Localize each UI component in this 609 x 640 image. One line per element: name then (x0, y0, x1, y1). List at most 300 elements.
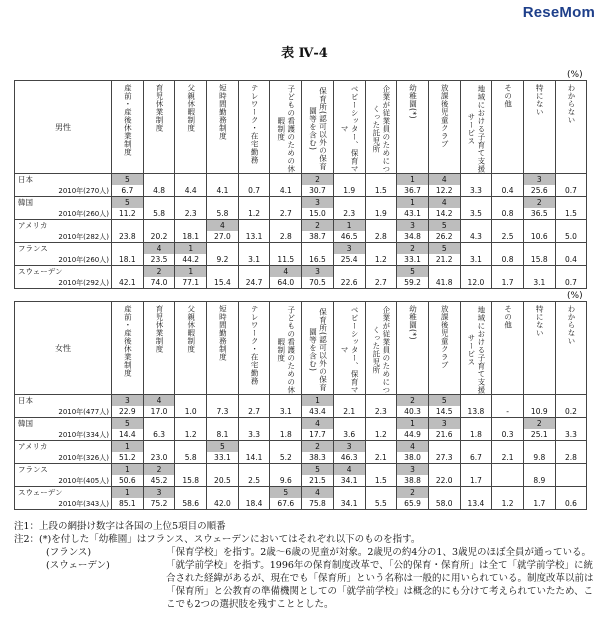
value-cell: 58.6 (175, 498, 207, 510)
rank-cell (175, 220, 207, 232)
rank-cell (238, 243, 270, 255)
rank-cell (365, 220, 397, 232)
value-cell: 4.3 (460, 231, 492, 243)
rank-cell: 3 (333, 441, 365, 453)
value-cell: 0.4 (492, 185, 524, 197)
column-header-label: ベビーシッター、保育ママ (340, 84, 360, 173)
column-header-label: わからない (566, 305, 576, 345)
rank-cell (112, 220, 144, 232)
column-header-label: 子どもの看護のための休暇制度 (276, 84, 296, 173)
rank-cell (555, 395, 587, 407)
column-header (428, 81, 460, 174)
column-header-label: テレワーク・在宅勤務 (250, 305, 260, 385)
rank-cell (207, 197, 239, 209)
value-cell: 0.3 (492, 429, 524, 441)
column-header-label: 育児休業制度 (155, 84, 165, 132)
value-cell: 18.4 (238, 498, 270, 510)
column-header-label: 企業が従業員のためにつくった託児所 (371, 305, 391, 394)
rank-cell: 4 (302, 487, 334, 499)
value-cell: 38.0 (397, 452, 429, 464)
rank-cell (460, 243, 492, 255)
value-row (15, 208, 587, 220)
value-cell: 1.2 (365, 254, 397, 266)
value-cell: 6.7 (112, 185, 144, 197)
note-sweden (14, 559, 599, 611)
value-cell: - (492, 406, 524, 418)
value-cell: 1.9 (365, 208, 397, 220)
rank-cell (175, 487, 207, 499)
rank-cell: 5 (207, 441, 239, 453)
rank-row (15, 395, 587, 407)
value-cell: 21.6 (428, 429, 460, 441)
rank-cell (207, 418, 239, 430)
value-cell: 16.5 (302, 254, 334, 266)
value-cell: 2.3 (333, 208, 365, 220)
rank-cell (555, 220, 587, 232)
value-cell: 5.8 (175, 452, 207, 464)
value-cell: 22.9 (112, 406, 144, 418)
rank-cell (333, 395, 365, 407)
column-header (365, 81, 397, 174)
rank-cell (555, 464, 587, 476)
value-cell (555, 475, 587, 487)
rank-cell (143, 441, 175, 453)
rank-cell (523, 266, 555, 278)
value-cell: 42.1 (112, 277, 144, 289)
column-header-label: 地域における子育て支援サービス (466, 84, 486, 173)
rank-cell (492, 418, 524, 430)
country-name: スウェーデン (15, 266, 112, 278)
value-cell: 3.1 (523, 277, 555, 289)
value-cell: 23.0 (143, 452, 175, 464)
value-cell: 2.3 (175, 208, 207, 220)
value-cell: 1.0 (175, 406, 207, 418)
rank-cell (238, 487, 270, 499)
rank-cell (365, 441, 397, 453)
rank-cell (333, 487, 365, 499)
rank-cell (238, 220, 270, 232)
column-header-label: 父親休暇制度 (186, 84, 196, 132)
rank-cell: 4 (397, 441, 429, 453)
value-cell: 40.3 (397, 406, 429, 418)
rank-cell (365, 418, 397, 430)
rank-row (15, 418, 587, 430)
rank-cell: 3 (333, 243, 365, 255)
column-header (555, 302, 587, 395)
value-cell: 9.6 (270, 475, 302, 487)
value-cell: 2.5 (238, 475, 270, 487)
country-name: フランス (15, 464, 112, 476)
column-header-label: 特にない (535, 84, 545, 116)
rank-cell (207, 266, 239, 278)
value-cell: 7.3 (207, 406, 239, 418)
rank-cell (238, 418, 270, 430)
value-cell: 5.5 (365, 498, 397, 510)
header-row (15, 81, 587, 174)
rank-cell: 5 (428, 395, 460, 407)
value-cell: 0.6 (555, 498, 587, 510)
value-cell: 2.1 (333, 406, 365, 418)
column-header (492, 81, 524, 174)
rank-cell (238, 266, 270, 278)
value-cell: 25.6 (523, 185, 555, 197)
rank-cell (238, 197, 270, 209)
value-cell: 44.2 (175, 254, 207, 266)
rank-cell: 2 (143, 266, 175, 278)
column-header-label: 子どもの看護のための休暇制度 (276, 305, 296, 394)
rank-cell: 2 (397, 487, 429, 499)
value-cell: 5.0 (555, 231, 587, 243)
rank-cell: 5 (302, 464, 334, 476)
rank-cell (143, 197, 175, 209)
value-cell: 38.8 (397, 475, 429, 487)
value-cell: 41.8 (428, 277, 460, 289)
value-cell: 85.1 (112, 498, 144, 510)
value-cell: 3.3 (238, 429, 270, 441)
rank-row (15, 197, 587, 209)
country-name: スウェーデン (15, 487, 112, 499)
value-cell: 1.2 (492, 498, 524, 510)
note-france-label: (フランス) (46, 547, 92, 558)
value-cell: 10.6 (523, 231, 555, 243)
column-header-label: 放課後児童クラブ (440, 84, 450, 148)
rank-cell: 3 (397, 464, 429, 476)
value-cell: 5.2 (270, 452, 302, 464)
value-cell: 34.1 (333, 475, 365, 487)
rank-cell (523, 441, 555, 453)
rank-cell (238, 441, 270, 453)
rank-cell (143, 220, 175, 232)
column-header-label: 幼稚園(*) (408, 305, 418, 341)
value-cell: 1.7 (492, 277, 524, 289)
value-cell: 43.4 (302, 406, 334, 418)
sample-count: 2010年(270人) (15, 185, 112, 197)
rank-cell: 1 (112, 441, 144, 453)
rank-cell (492, 487, 524, 499)
value-cell: 17.0 (143, 406, 175, 418)
column-header (523, 302, 555, 395)
rank-cell: 4 (207, 220, 239, 232)
value-row (15, 429, 587, 441)
rank-cell (112, 266, 144, 278)
value-cell: 0.8 (492, 208, 524, 220)
rank-cell (175, 464, 207, 476)
rank-cell (270, 464, 302, 476)
sample-count: 2010年(343人) (15, 498, 112, 510)
sample-count: 2010年(260人) (15, 254, 112, 266)
value-cell: 4.4 (175, 185, 207, 197)
value-cell: 1.8 (270, 429, 302, 441)
value-row (15, 498, 587, 510)
value-cell: 2.7 (270, 208, 302, 220)
rank-cell: 3 (397, 220, 429, 232)
column-header (143, 302, 175, 395)
value-cell: 18.1 (112, 254, 144, 266)
value-cell: 36.7 (397, 185, 429, 197)
column-header-label: ベビーシッター、保育ママ (340, 305, 360, 394)
value-cell: 23.5 (143, 254, 175, 266)
rank-cell (365, 174, 397, 186)
sex-label: 男性 (15, 81, 112, 174)
sample-count: 2010年(282人) (15, 231, 112, 243)
column-header (207, 302, 239, 395)
value-cell: 26.2 (428, 231, 460, 243)
rank-cell (365, 487, 397, 499)
rank-row (15, 464, 587, 476)
rank-cell: 4 (143, 395, 175, 407)
value-cell: 13.4 (460, 498, 492, 510)
rank-cell: 3 (143, 487, 175, 499)
rank-cell: 2 (397, 243, 429, 255)
value-cell: 14.1 (238, 452, 270, 464)
column-header-label: 父親休暇制度 (186, 305, 196, 353)
rank-cell (555, 441, 587, 453)
rank-cell (555, 418, 587, 430)
rank-row (15, 266, 587, 278)
rank-cell (523, 395, 555, 407)
rank-cell: 1 (333, 220, 365, 232)
value-cell: 1.7 (523, 498, 555, 510)
value-cell: 2.1 (492, 452, 524, 464)
rank-cell: 5 (428, 220, 460, 232)
sex-label: 女性 (15, 302, 112, 395)
column-header-label: 保育所(認可以外の保育園等を含む) (308, 86, 328, 171)
rank-cell: 2 (397, 395, 429, 407)
rank-cell (175, 418, 207, 430)
column-header-label: わからない (566, 84, 576, 124)
value-cell: 59.2 (397, 277, 429, 289)
column-header (302, 81, 334, 174)
note-france-text: 「保育学校」を指す。2歳～6歳の児童が対象。2歳児の約4分の1、3歳児のほぼ全員が通っている。 (166, 547, 592, 558)
column-header (238, 302, 270, 395)
rank-cell: 5 (428, 243, 460, 255)
value-cell: 5.8 (207, 208, 239, 220)
rank-cell: 1 (175, 266, 207, 278)
value-cell: 0.8 (492, 254, 524, 266)
rank-cell: 1 (397, 197, 429, 209)
value-cell: 2.3 (365, 406, 397, 418)
rank-cell (143, 174, 175, 186)
value-cell: 11.2 (112, 208, 144, 220)
column-header-label: 放課後児童クラブ (440, 305, 450, 369)
rank-cell (207, 243, 239, 255)
value-cell: 0.2 (555, 406, 587, 418)
value-cell: 0.7 (555, 185, 587, 197)
value-cell: 2.5 (492, 231, 524, 243)
rank-cell (270, 441, 302, 453)
rank-cell (302, 243, 334, 255)
column-header (302, 302, 334, 395)
value-cell: 3.3 (460, 185, 492, 197)
rank-cell: 1 (302, 395, 334, 407)
value-cell: 46.5 (333, 231, 365, 243)
rank-cell (207, 174, 239, 186)
rank-cell: 2 (302, 174, 334, 186)
column-header-label: 短時間勤務制度 (218, 84, 228, 140)
value-cell: 27.3 (428, 452, 460, 464)
rank-cell (270, 174, 302, 186)
rank-cell: 4 (428, 197, 460, 209)
value-cell: 18.1 (175, 231, 207, 243)
sample-count: 2010年(326人) (15, 452, 112, 464)
column-header-label: その他 (503, 305, 513, 329)
value-cell: 3.6 (333, 429, 365, 441)
rank-cell (460, 197, 492, 209)
rank-cell (270, 197, 302, 209)
value-cell: 51.2 (112, 452, 144, 464)
value-cell: 77.1 (175, 277, 207, 289)
value-row (15, 254, 587, 266)
value-cell: 10.9 (523, 406, 555, 418)
rank-cell: 3 (302, 197, 334, 209)
column-header-label: 短時間勤務制度 (218, 305, 228, 361)
column-header-label: 地域における子育て支援サービス (466, 305, 486, 394)
rank-cell (492, 266, 524, 278)
value-cell: 25.1 (523, 429, 555, 441)
rank-cell: 1 (112, 487, 144, 499)
rank-cell: 2 (523, 197, 555, 209)
column-header-label: 保育所(認可以外の保育園等を含む) (308, 307, 328, 392)
value-cell: 33.1 (207, 452, 239, 464)
value-cell: 2.7 (365, 277, 397, 289)
value-cell: 9.2 (207, 254, 239, 266)
value-cell: 9.8 (523, 452, 555, 464)
note-sweden-text: 「就学前学校」を指す。1996年の保育制度改革で、「公的保育・保育所」は全て「就学前学校」に統合された経緯があるが、現在でも「保育所」という名称は一般的に用いられている。制度改革以前は「保育所」と公教育の準備機関としての「就学前学校」は概念的にも分けて考えられていたため、ここでも2つの選択肢を残すこととした。 (166, 560, 594, 610)
value-cell: 38.3 (302, 452, 334, 464)
value-row (15, 185, 587, 197)
rank-cell: 4 (302, 418, 334, 430)
rank-cell: 5 (397, 266, 429, 278)
value-cell: 12.2 (428, 185, 460, 197)
note-sweden-label: (スウェーデン) (46, 560, 110, 571)
rank-cell (428, 487, 460, 499)
value-cell: 36.5 (523, 208, 555, 220)
rank-cell (492, 464, 524, 476)
rank-cell (207, 487, 239, 499)
value-cell: 20.5 (207, 475, 239, 487)
column-header (492, 302, 524, 395)
sample-count: 2010年(477人) (15, 406, 112, 418)
value-cell: 3.1 (270, 406, 302, 418)
rank-cell (460, 487, 492, 499)
rank-cell (428, 266, 460, 278)
value-cell: 12.0 (460, 277, 492, 289)
column-header (112, 81, 144, 174)
value-cell: 24.7 (238, 277, 270, 289)
value-cell: 70.5 (302, 277, 334, 289)
value-cell: 30.7 (302, 185, 334, 197)
value-cell: 74.0 (143, 277, 175, 289)
rank-cell (270, 220, 302, 232)
column-header-label: 企業が従業員のためにつくった託児所 (371, 84, 391, 173)
value-cell: 1.5 (365, 475, 397, 487)
column-header (238, 81, 270, 174)
rank-cell: 5 (270, 487, 302, 499)
value-cell: 2.1 (365, 452, 397, 464)
value-cell: 13.8 (460, 406, 492, 418)
value-cell: 67.6 (270, 498, 302, 510)
rank-cell: 2 (302, 441, 334, 453)
rank-cell: 5 (112, 418, 144, 430)
country-name: 日本 (15, 174, 112, 186)
value-cell: 65.9 (397, 498, 429, 510)
column-header (270, 302, 302, 395)
rank-cell (428, 464, 460, 476)
value-cell: 3.1 (238, 254, 270, 266)
rank-cell (460, 464, 492, 476)
rank-cell (555, 197, 587, 209)
rank-cell (523, 220, 555, 232)
value-cell: 33.1 (397, 254, 429, 266)
value-cell: 0.7 (238, 185, 270, 197)
rank-cell (460, 220, 492, 232)
rank-cell: 2 (302, 220, 334, 232)
rank-cell (175, 197, 207, 209)
rank-cell (333, 174, 365, 186)
rank-cell (555, 243, 587, 255)
value-cell: 14.4 (112, 429, 144, 441)
value-cell: 1.5 (555, 208, 587, 220)
rank-cell (460, 395, 492, 407)
value-cell: 38.7 (302, 231, 334, 243)
value-cell: 20.2 (143, 231, 175, 243)
value-cell: 21.5 (302, 475, 334, 487)
rank-cell: 1 (397, 174, 429, 186)
value-row (15, 277, 587, 289)
value-cell (492, 475, 524, 487)
value-cell: 27.0 (207, 231, 239, 243)
column-header (207, 81, 239, 174)
column-header-label: 特にない (535, 305, 545, 337)
rank-cell: 3 (428, 418, 460, 430)
value-cell: 2.8 (555, 452, 587, 464)
notes (14, 520, 599, 611)
column-header (460, 302, 492, 395)
rank-cell (333, 197, 365, 209)
rank-row (15, 243, 587, 255)
value-cell: 43.1 (397, 208, 429, 220)
value-row (15, 475, 587, 487)
rank-cell (175, 174, 207, 186)
value-cell: 46.3 (333, 452, 365, 464)
rank-cell (238, 174, 270, 186)
rank-cell (270, 395, 302, 407)
rank-cell (492, 174, 524, 186)
value-cell: 8.1 (207, 429, 239, 441)
sample-count: 2010年(405人) (15, 475, 112, 487)
value-cell: 17.7 (302, 429, 334, 441)
country-name: 韓国 (15, 418, 112, 430)
value-row (15, 231, 587, 243)
value-cell: 1.7 (460, 475, 492, 487)
rank-cell (207, 464, 239, 476)
sample-count: 2010年(292人) (15, 277, 112, 289)
value-cell: 14.5 (428, 406, 460, 418)
value-cell: 15.8 (523, 254, 555, 266)
value-row (15, 406, 587, 418)
country-name: アメリカ (15, 220, 112, 232)
rank-cell (270, 243, 302, 255)
value-cell: 0.7 (555, 277, 587, 289)
rank-cell (270, 418, 302, 430)
rank-row (15, 487, 587, 499)
rank-cell: 1 (175, 243, 207, 255)
rank-cell: 5 (112, 197, 144, 209)
rank-cell: 1 (112, 464, 144, 476)
column-header (175, 302, 207, 395)
rank-cell: 4 (143, 243, 175, 255)
rank-cell (492, 243, 524, 255)
